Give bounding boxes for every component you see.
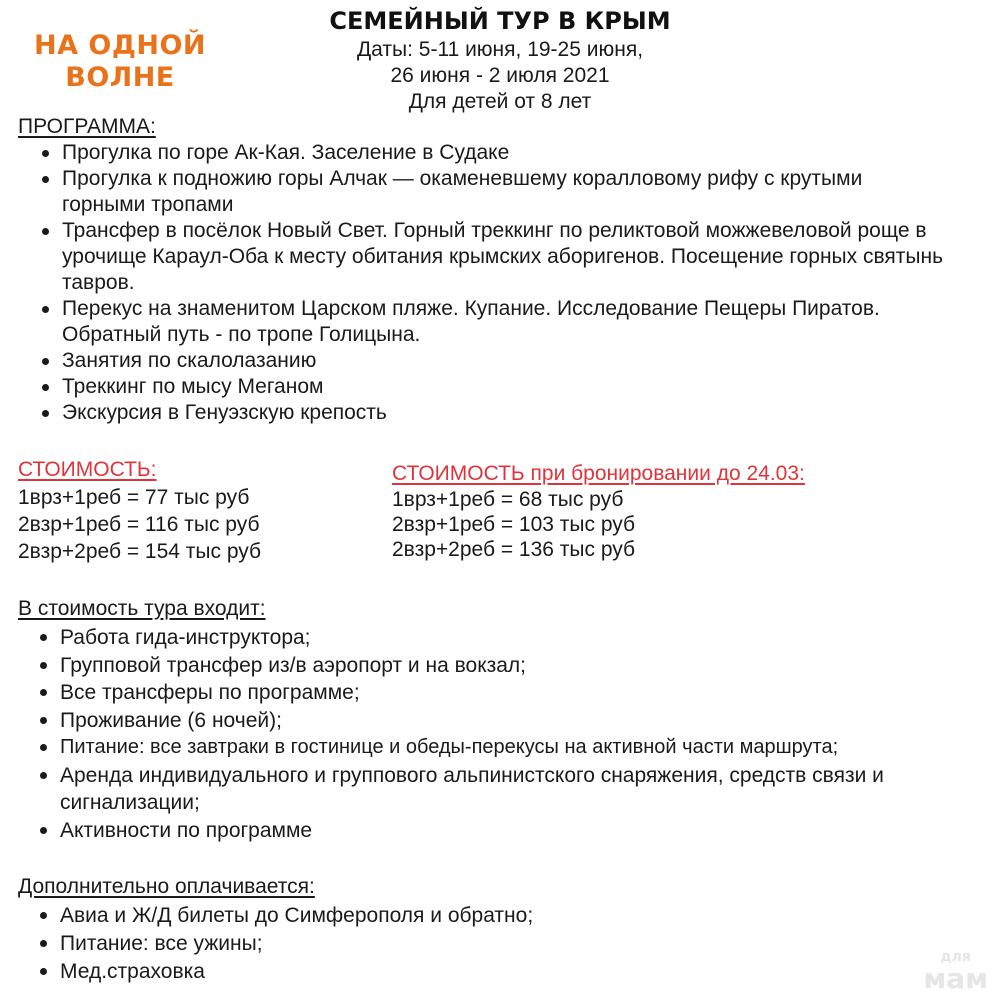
dates-line-2: 26 июня - 2 июля 2021 — [390, 64, 610, 87]
price-line: 1врз+1реб = 77 тыс руб — [18, 486, 250, 509]
logo-line-2: ВОЛНЕ — [65, 62, 175, 93]
watermark-bottom: мам — [923, 962, 988, 995]
list-item: Занятия по скалолазанию — [18, 348, 948, 374]
watermark-top: для — [940, 949, 971, 965]
dates-line-1: Даты: 5-11 июня, 19-25 июня, — [356, 38, 644, 61]
program-list — [18, 140, 948, 426]
price-line: 1врз+1реб = 68 тыс руб — [392, 488, 624, 511]
list-item: Все трансферы по программе; — [16, 679, 991, 707]
price-line: 2взр+2реб = 154 тыс руб — [18, 540, 262, 563]
list-item: Трансфер в посёлок Новый Свет. Горный треккинг по реликтовой можжевеловой роще в урочище Караул-Оба к месту обитания крымских аборигенов. Посещение горных святынь тавров. — [18, 218, 948, 296]
price-line: 2взр+1реб = 116 тыс руб — [18, 513, 260, 536]
extra-list — [16, 902, 916, 986]
cost-heading: СТОИМОСТЬ: — [18, 458, 157, 481]
list-item: Активности по программе — [16, 817, 991, 845]
watermark — [923, 950, 988, 994]
list-item: Аренда индивидуального и группового альпинистского снаряжения, средств связи и сигнализации; — [16, 762, 991, 817]
list-item: Питание: все ужины; — [16, 930, 916, 958]
extra-heading: Дополнительно оплачивается: — [18, 875, 315, 898]
early-cost-list — [392, 487, 635, 562]
page-title: СЕМЕЙНЫЙ ТУР В КРЫМ — [329, 7, 671, 35]
list-item: Мед.страховка — [16, 958, 916, 986]
list-item: Треккинг по мысу Меганом — [18, 374, 948, 400]
list-item: Групповой трансфер из/в аэропорт и на вокзал; — [16, 652, 991, 680]
price-line: 2взр+2реб = 136 тыс руб — [392, 538, 636, 561]
cost-list — [18, 484, 261, 565]
price-line: 2взр+1реб = 103 тыс руб — [392, 513, 636, 536]
list-item: Работа гида-инструктора; — [16, 624, 991, 652]
early-cost-heading: СТОИМОСТЬ при бронировании до 24.03: — [392, 462, 805, 485]
list-item: Проживание (6 ночей); — [16, 707, 991, 735]
included-heading: В стоимость тура входит: — [18, 597, 266, 620]
list-item: Питание: все завтраки в гостинице и обеды-перекусы на активной части маршрута; — [16, 734, 991, 762]
program-heading: ПРОГРАММА: — [18, 115, 156, 138]
list-item: Перекус на знаменитом Царском пляже. Купание. Исследование Пещеры Пиратов. Обратный путь - по тропе Голицына. — [18, 296, 948, 348]
list-item: Авиа и Ж/Д билеты до Симферополя и обратно; — [16, 902, 916, 930]
logo-line-1: НА ОДНОЙ — [33, 30, 207, 61]
list-item: Прогулка по горе Ак-Кая. Заселение в Судаке — [18, 140, 948, 166]
list-item: Экскурсия в Генуэзскую крепость — [18, 400, 948, 426]
age-limit: Для детей от 8 лет — [408, 90, 592, 113]
list-item: Прогулка к подножию горы Алчак — окаменевшему коралловому рифу с крутыми горными тропами — [18, 166, 948, 218]
included-list — [16, 624, 991, 844]
tour-dates — [0, 37, 1000, 115]
